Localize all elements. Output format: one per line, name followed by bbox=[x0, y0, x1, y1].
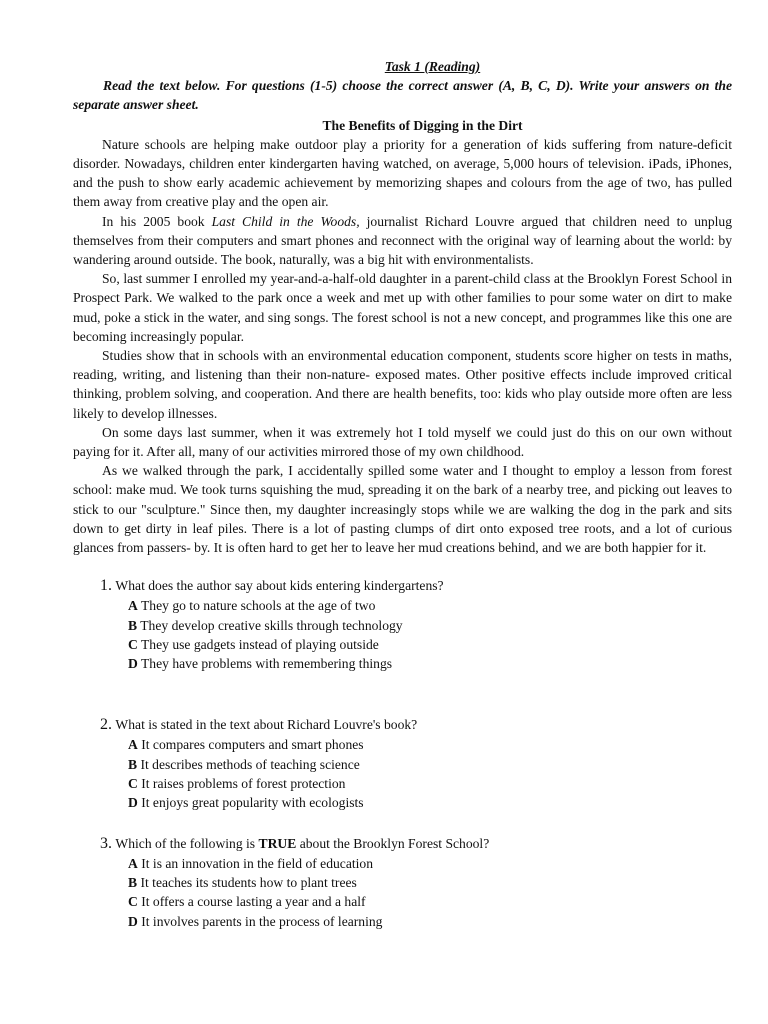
option-b bbox=[128, 873, 732, 892]
option-text: It involves parents in the process of learning bbox=[141, 913, 383, 929]
task-title: Task 1 (Reading) bbox=[384, 59, 481, 74]
paragraph-2-rest: journalist Richard Louvre argued that children need to unplug themselves from their computers and smart phones and reconnect with the original way of learning about the world: by wandering around outside. The book, naturally, was a big hit with environmentalists. bbox=[73, 213, 732, 268]
option-text: They have problems with remembering things bbox=[140, 656, 393, 672]
question-stem bbox=[73, 834, 732, 854]
option-text: They use gadgets instead of playing outside bbox=[140, 636, 379, 652]
spacer bbox=[73, 813, 732, 834]
paragraph-6: As we walked through the park, I accidentally spilled some water and I thought to employ a lesson from forest school: make mud. We took turns squishing the mud, spreading it on the bark of a nearby tree, and picking out leaves to stick to our "sculpture." Since then, my daughter increasingly stops while we are walking the dog in the park and sits down to get dirty in leaf piles. There is a lot of pasting clumps of dirt onto exposed tree roots, and a lot of curious glances from passers- by. It is often hard to get her to leave her mud creations behind, and we are both happier for it. bbox=[73, 463, 732, 556]
option-a bbox=[128, 596, 732, 615]
option-letter: D bbox=[128, 656, 138, 672]
option-b bbox=[128, 616, 732, 635]
question-text-before: Which of the following is bbox=[115, 835, 256, 851]
spacer bbox=[73, 673, 732, 715]
question-number: 3. bbox=[100, 834, 112, 852]
option-letter: A bbox=[128, 598, 138, 614]
question-text-after: about the Brooklyn Forest School? bbox=[299, 835, 490, 851]
option-d bbox=[128, 793, 732, 812]
article-title: The Benefits of Digging in the Dirt bbox=[322, 117, 523, 133]
paragraph-5: On some days last summer, when it was extremely hot I told myself we could just do this on our own without paying for it. After all, many of our activities mirrored those of my own childhood. bbox=[73, 424, 732, 460]
option-letter: B bbox=[128, 756, 138, 772]
question-emphasis: TRUE bbox=[258, 835, 297, 851]
question-stem bbox=[73, 576, 732, 596]
option-c bbox=[128, 774, 732, 793]
question-1 bbox=[73, 576, 732, 673]
paragraph-4: Studies show that in schools with an environmental education component, students score higher on tests in maths, reading, writing, and listening than their non-nature- exposed mates. Other positive effects include improved critical thinking, problem solving, and cooperation. And there are health benefits, too: kids who play outside more often are less likely to develop illnesses. bbox=[73, 348, 732, 421]
paragraph-2-intro: In his 2005 book bbox=[102, 213, 205, 229]
option-letter: C bbox=[128, 776, 138, 792]
option-letter: D bbox=[128, 913, 138, 929]
option-text: It offers a course lasting a year and a half bbox=[141, 894, 366, 910]
option-c bbox=[128, 635, 732, 654]
option-text: It enjoys great popularity with ecologists bbox=[141, 795, 364, 811]
question-number: 1. bbox=[100, 577, 112, 595]
option-d bbox=[128, 654, 732, 673]
answer-options bbox=[73, 854, 732, 931]
question-stem bbox=[73, 715, 732, 735]
option-letter: C bbox=[128, 636, 138, 652]
paragraph-3: So, last summer I enrolled my year-and-a-half-old daughter in a parent-child class at the Brooklyn Forest School in Prospect Park. We walked to the park once a week and met up with other families to pour some water on dirt to make mud, poke a stick in the water, and sing songs. The forest school is not a new concept, and programmes like this one are becoming increasingly popular. bbox=[73, 271, 732, 344]
paragraph-2 bbox=[73, 212, 732, 270]
paragraph-1: Nature schools are helping make outdoor play a priority for a generation of kids suffering from nature-deficit disorder. Nowadays, children enter kindergarten having watched, on average, 5,000 hours of television. iPads, iPhones, and the push to show early academic achievement by memorizing shapes and colours from the age of two, has pulled them away from creative play and the open air. bbox=[73, 136, 732, 210]
book-title: Last Child in the Woods, bbox=[211, 213, 360, 229]
option-c bbox=[128, 892, 732, 911]
option-letter: D bbox=[128, 795, 138, 811]
option-a bbox=[128, 735, 732, 754]
answer-options bbox=[73, 596, 732, 673]
option-letter: A bbox=[128, 737, 138, 753]
answer-options bbox=[73, 735, 732, 812]
option-letter: A bbox=[128, 855, 138, 871]
option-text: They go to nature schools at the age of two bbox=[140, 598, 376, 614]
question-2 bbox=[73, 715, 732, 812]
option-b bbox=[128, 755, 732, 774]
question-text: What does the author say about kids entering kindergartens? bbox=[115, 578, 444, 594]
instructions: Read the text below. For questions (1-5) choose the correct answer (A, B, C, D). Write your answers on the separate answer sheet. bbox=[73, 78, 732, 113]
option-text: It teaches its students how to plant trees bbox=[140, 874, 357, 890]
question-3 bbox=[73, 834, 732, 931]
option-text: It compares computers and smart phones bbox=[141, 737, 364, 753]
option-letter: C bbox=[128, 894, 138, 910]
option-letter: B bbox=[128, 617, 138, 633]
option-a bbox=[128, 854, 732, 873]
option-letter: B bbox=[128, 874, 138, 890]
article-body bbox=[73, 135, 732, 557]
option-text: It raises problems of forest protection bbox=[141, 776, 346, 792]
question-text: What is stated in the text about Richard Louvre's book? bbox=[115, 717, 418, 733]
option-text: It describes methods of teaching science bbox=[140, 756, 360, 772]
question-number: 2. bbox=[100, 716, 112, 734]
option-text: They develop creative skills through technology bbox=[140, 617, 403, 633]
option-text: It is an innovation in the field of education bbox=[141, 855, 374, 871]
option-d bbox=[128, 912, 732, 931]
questions-list bbox=[73, 576, 732, 931]
